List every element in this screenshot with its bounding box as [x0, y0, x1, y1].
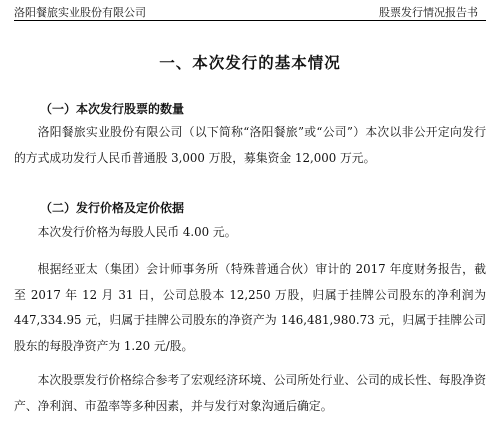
header-company: 洛阳餐旅实业股份有限公司	[14, 6, 146, 19]
paragraph-pricing-basis: 根据经亚太（集团）会计师事务所（特殊普通合伙）审计的 2017 年度财务报告，截至 2017 年 12 月 31 日，公司总股本 12,250 万股，归属于挂牌公司股东的净利润为 447,334.95 元，归属于挂牌公司股东的净资产为 146,481,980.73 元，归属于挂牌公司股东的每股净资产为 1.20 元/股。	[14, 262, 486, 353]
subsection-heading-quantity: （一）本次发行股票的数量	[40, 102, 185, 116]
paragraph-pricing-factors: 本次股票发行价格综合参考了宏观经济环境、公司所处行业、公司的成长性、每股净资产、净利润、市盈率等多种因素，并与发行对象沟通后确定。	[14, 373, 486, 413]
subsection-heading-price: （二）发行价格及定价依据	[40, 201, 185, 215]
paragraph-price: 本次发行价格为每股人民币 4.00 元。	[37, 225, 237, 239]
section-title: 一、本次发行的基本情况	[159, 53, 341, 72]
paragraph-quantity: 洛阳餐旅实业股份有限公司（以下简称“洛阳餐旅”或“公司”）本次以非公开定向发行的方式成功发行人民币普通股 3,000 万股，募集资金 12,000 万元。	[14, 125, 486, 165]
page-header	[14, 0, 486, 21]
header-doc-title: 股票发行情况报告书	[379, 6, 478, 19]
